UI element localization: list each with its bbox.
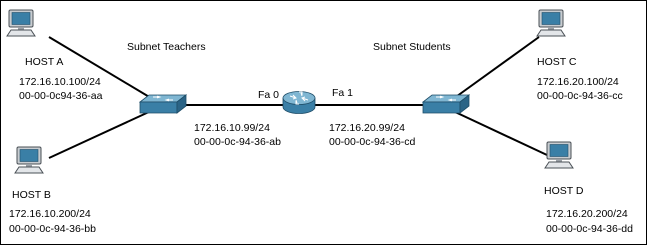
host-c-ip: 172.16.20.100/24 — [537, 76, 619, 88]
host-b[interactable] — [14, 146, 44, 174]
router-fa1-port: Fa 1 — [332, 87, 354, 99]
host-a-ip: 172.16.10.100/24 — [19, 76, 101, 88]
host-a-mac: 00-00-0c94-36-aa — [19, 90, 103, 102]
subnet-students-label: Subnet Students — [373, 41, 451, 53]
host-b-name: HOST B — [12, 189, 51, 201]
router-fa0-port: Fa 0 — [258, 89, 280, 101]
host-a-name: HOST A — [25, 56, 64, 68]
router-fa0-ip: 172.16.10.99/24 — [194, 122, 270, 134]
switch-icon — [139, 94, 187, 114]
router-fa1-mac: 00-00-0c-94-36-cd — [329, 136, 416, 148]
link-switch-host-c — [453, 37, 539, 99]
pc-icon — [6, 9, 36, 37]
router[interactable] — [281, 89, 317, 117]
host-a[interactable] — [6, 9, 36, 37]
host-d-mac: 00-00-0c-94-36-dd — [546, 223, 633, 235]
host-b-mac: 00-00-0c-94-36-bb — [9, 223, 96, 235]
switch-teachers[interactable] — [139, 94, 187, 114]
subnet-teachers-label: Subnet Teachers — [127, 41, 206, 53]
host-d-ip: 172.16.20.200/24 — [546, 208, 628, 220]
host-c-name: HOST C — [537, 56, 577, 68]
pc-icon — [544, 141, 574, 169]
host-d[interactable] — [544, 141, 574, 169]
link-switch-host-d — [453, 111, 547, 155]
switch-icon — [422, 94, 470, 114]
host-c[interactable] — [536, 9, 566, 37]
host-c-mac: 00-00-0c-94-36-cc — [537, 90, 623, 102]
router-icon — [281, 89, 317, 117]
link-host-b-switch — [49, 111, 151, 158]
host-d-name: HOST D — [544, 185, 584, 197]
switch-students[interactable] — [422, 94, 470, 114]
host-b-ip: 172.16.10.200/24 — [9, 208, 91, 220]
pc-icon — [536, 9, 566, 37]
router-fa1-ip: 172.16.20.99/24 — [329, 122, 405, 134]
router-fa0-mac: 00-00-0c-94-36-ab — [194, 136, 281, 148]
pc-icon — [14, 146, 44, 174]
